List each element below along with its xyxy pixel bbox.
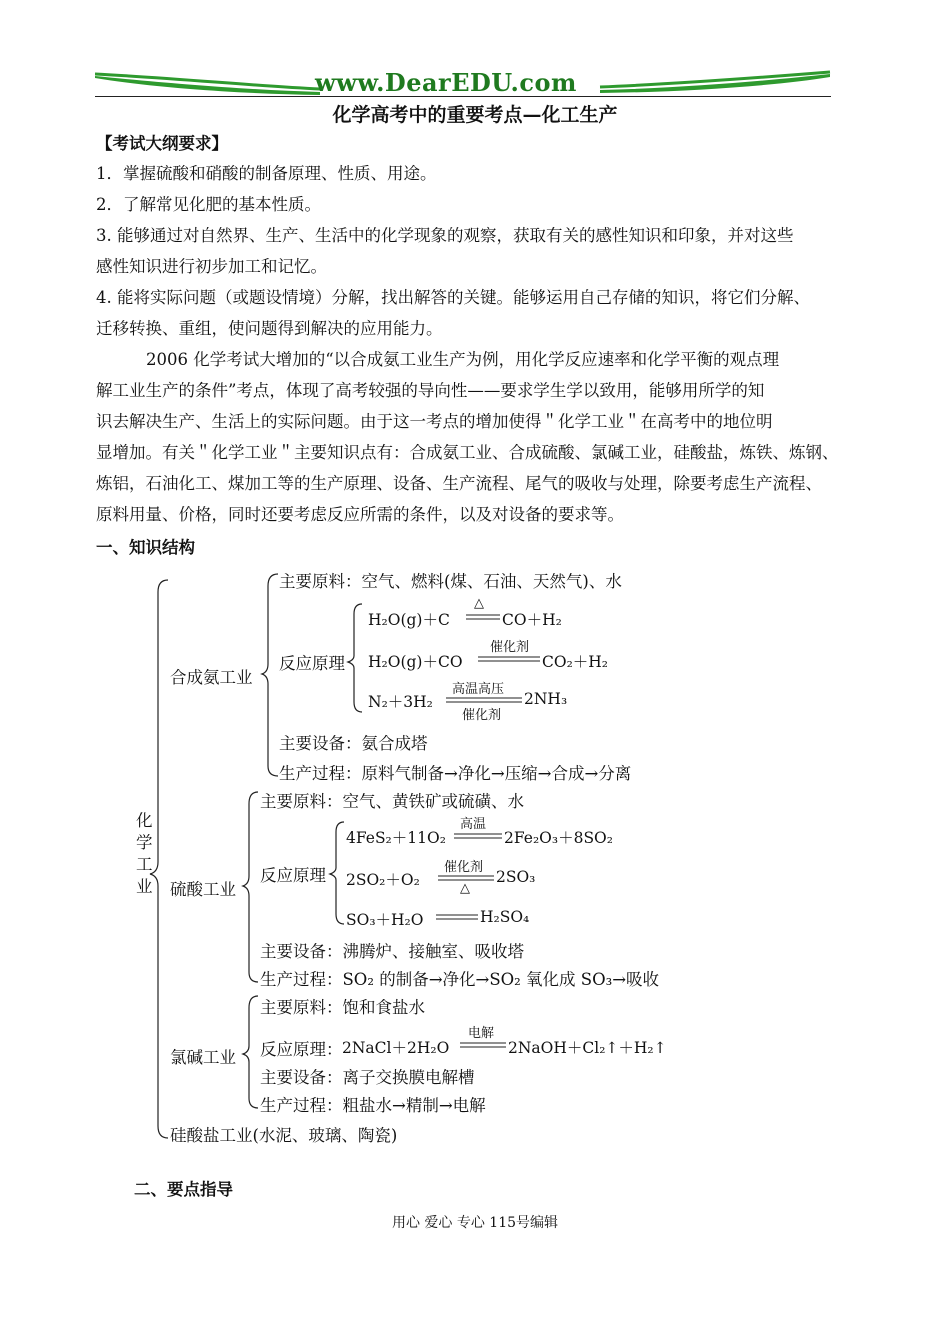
intro-line: 2006 化学考试大增加的“以合成氨工业生产为例，用化学反应速率和化学平衡的观点理 bbox=[146, 350, 780, 369]
intro-line: 原料用量、价格，同时还要考虑反应所需的条件，以及对设备的要求等。 bbox=[96, 505, 624, 524]
sulfuric-r3-left: SO₃＋H₂O bbox=[346, 911, 424, 929]
ammonia-r1-cond: △ bbox=[474, 596, 484, 611]
sulfuric-r3-right: H₂SO₄ bbox=[480, 908, 530, 926]
ammonia-r3-cond-top: 高温高压 bbox=[452, 682, 505, 697]
chloralkali-r-right: 2NaOH＋Cl₂↑＋H₂↑ bbox=[508, 1039, 667, 1057]
ammonia-equipment: 主要设备：氨合成塔 bbox=[279, 734, 428, 753]
chloralkali-raw-materials: 主要原料：饱和食盐水 bbox=[260, 998, 425, 1017]
page-footer: 用心 爱心 专心 115号编辑 bbox=[391, 1215, 559, 1231]
sulfuric-process: 生产过程：SO₂ 的制备→净化→SO₂ 氧化成 SO₃→吸收 bbox=[260, 970, 660, 989]
ammonia-industry-label: 合成氨工业 bbox=[170, 668, 253, 687]
syllabus-item: 3. 能够通过对自然界、生产、生活中的化学现象的观察，获取有关的感性知识和印象，并对这些 bbox=[96, 226, 794, 245]
sulfuric-r1-right: 2Fe₂O₃＋8SO₂ bbox=[504, 829, 613, 847]
site-logo: www.DearEDU.com bbox=[315, 68, 577, 97]
sulfuric-raw-materials: 主要原料：空气、黄铁矿或硫磺、水 bbox=[260, 792, 524, 811]
page-title: 化学高考中的重要考点—化工生产 bbox=[332, 104, 618, 126]
sulfuric-industry-label: 硫酸工业 bbox=[170, 880, 236, 899]
sulfuric-r2-left: 2SO₂＋O₂ bbox=[346, 871, 420, 889]
ammonia-principle-label: 反应原理 bbox=[279, 654, 345, 673]
ammonia-r3-cond-bottom: 催化剂 bbox=[462, 708, 502, 723]
section-heading: 二、要点指导 bbox=[134, 1180, 233, 1199]
intro-line: 炼铝，石油化工、煤加工等的生产原理、设备、生产流程、尾气的吸收与处理，除要考虑生产流程、 bbox=[96, 474, 822, 493]
chloralkali-industry-label: 氯碱工业 bbox=[170, 1048, 236, 1067]
chloralkali-r-cond: 电解 bbox=[468, 1026, 495, 1041]
ammonia-r3-left: N₂＋3H₂ bbox=[368, 693, 433, 711]
intro-line: 识去解决生产、生活上的实际问题。由于这一考点的增加使得＂化学工业＂在高考中的地位明 bbox=[96, 412, 773, 431]
ammonia-raw-materials: 主要原料：空气、燃料(煤、石油、天然气)、水 bbox=[279, 572, 622, 591]
silicate-industry-label: 硅酸盐工业(水泥、玻璃、陶瓷) bbox=[170, 1126, 398, 1145]
sulfuric-r2-cond-top: 催化剂 bbox=[444, 860, 484, 875]
intro-line: 解工业生产的条件”考点，体现了高考较强的导向性——要求学生学以致用，能够用所学的知 bbox=[96, 381, 765, 400]
syllabus-heading: 【考试大纲要求】 bbox=[96, 134, 228, 153]
sulfuric-r2-cond-bottom: △ bbox=[460, 881, 470, 896]
chloralkali-principle-label: 反应原理： bbox=[260, 1040, 343, 1059]
sulfuric-equipment: 主要设备：沸腾炉、接触室、吸收塔 bbox=[260, 942, 524, 961]
chloralkali-process: 生产过程：粗盐水→精制→电解 bbox=[260, 1096, 486, 1115]
ammonia-r1-right: CO＋H₂ bbox=[502, 611, 562, 629]
syllabus-item: 感性知识进行初步加工和记忆。 bbox=[96, 257, 327, 276]
ammonia-r3-right: 2NH₃ bbox=[524, 690, 568, 708]
syllabus-item: 1．掌握硫酸和硝酸的制备原理、性质、用途。 bbox=[96, 164, 437, 183]
syllabus-item: 迁移转换、重组，使问题得到解决的应用能力。 bbox=[96, 319, 443, 338]
sulfuric-r1-cond: 高温 bbox=[460, 817, 487, 832]
sulfuric-principle-label: 反应原理 bbox=[260, 866, 326, 885]
sulfuric-r2-right: 2SO₃ bbox=[496, 868, 536, 886]
sulfuric-r1-left: 4FeS₂＋11O₂ bbox=[346, 829, 446, 847]
intro-line: 显增加。有关＂化学工业＂主要知识点有：合成氨工业、合成硫酸、氯碱工业，硅酸盐，炼铁、炼钢、 bbox=[96, 443, 839, 462]
tree-root-label: 化学工业 bbox=[136, 811, 153, 896]
syllabus-item: 2．了解常见化肥的基本性质。 bbox=[96, 195, 321, 214]
chloralkali-r-left: 2NaCl＋2H₂O bbox=[342, 1039, 450, 1057]
syllabus-item: 4. 能将实际问题（或题设情境）分解，找出解答的关键。能够运用自己存储的知识，将它们分解、 bbox=[96, 288, 810, 307]
ammonia-process: 生产过程：原料气制备→净化→压缩→合成→分离 bbox=[279, 764, 632, 783]
ammonia-r1-left: H₂O(g)＋C bbox=[368, 611, 450, 629]
ammonia-r2-cond: 催化剂 bbox=[490, 640, 530, 655]
ammonia-r2-right: CO₂＋H₂ bbox=[542, 653, 609, 671]
chloralkali-equipment: 主要设备：离子交换膜电解槽 bbox=[260, 1068, 475, 1087]
ammonia-r2-left: H₂O(g)＋CO bbox=[368, 653, 463, 671]
section-heading: 一、知识结构 bbox=[96, 538, 195, 557]
